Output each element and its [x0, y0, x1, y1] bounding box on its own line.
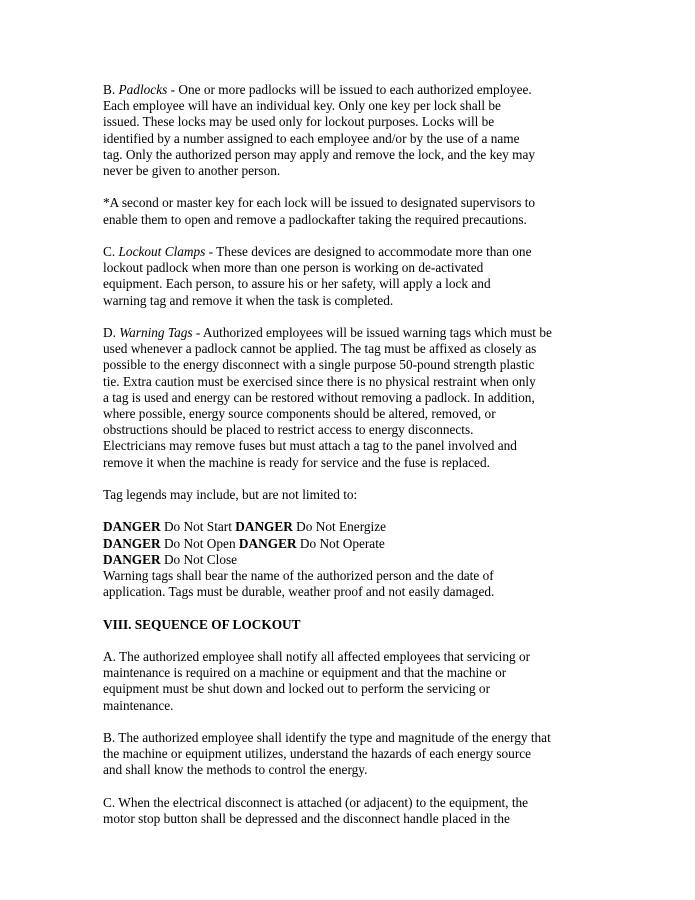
paragraph-gap	[103, 471, 573, 487]
seq-b-line-1: B. The authorized employee shall identify the type and magnitude of the energy that	[103, 730, 551, 745]
danger-label: DANGER	[103, 519, 161, 535]
sequence-a-paragraph	[103, 649, 573, 714]
paragraph-gap	[103, 228, 573, 244]
master-key-line-1: *A second or master key for each lock will be issued to designated supervisors to	[103, 195, 536, 211]
padlocks-prefix: B.	[103, 82, 119, 97]
danger-label: DANGER	[235, 519, 293, 535]
tags-line-1	[103, 325, 573, 341]
paragraph-gap	[103, 714, 573, 730]
clamps-line-2: lockout padlock when more than one person is working on de-activated	[103, 260, 484, 276]
sequence-b-paragraph	[103, 730, 573, 779]
padlocks-line-4: identified by a number assigned to each employee and/or by the use of a name	[103, 130, 520, 146]
clamps-term: Lockout Clamps	[118, 244, 206, 259]
seq-c-line-1: C. When the electrical disconnect is attached (or adjacent) to the equipment, the	[103, 794, 529, 810]
tags-line-5: a tag is used and energy can be restored without removing a padlock. In addition,	[103, 389, 535, 405]
danger-label: DANGER	[103, 551, 161, 567]
tags-line-2: used whenever a padlock cannot be applied. The tag must be affixed as closely as	[103, 341, 537, 357]
sequence-c-paragraph	[103, 795, 573, 827]
padlocks-paragraph	[103, 82, 573, 179]
legends-block	[103, 519, 573, 600]
danger-label: DANGER	[238, 535, 297, 551]
master-key-paragraph	[103, 195, 573, 227]
seq-a-line-4: maintenance.	[103, 697, 174, 713]
padlocks-line-5: tag. Only the authorized person may apply and remove the lock, and the key may	[103, 146, 536, 162]
tags-line-3: possible to the energy disconnect with a single purpose 50-pound strength plastic	[103, 357, 535, 373]
tags-line-4: tie. Extra caution must be exercised since there is no physical restraint when only	[103, 373, 536, 389]
tags-prefix: D.	[103, 325, 120, 340]
danger-label: DANGER	[103, 535, 161, 551]
tags-line-6: where possible, energy source components should be altered, removed, or	[103, 406, 496, 422]
tags-line-7: obstructions should be placed to restrict access to energy disconnects.	[103, 422, 474, 438]
legend-do-not-operate: Do Not Operate	[296, 535, 385, 551]
paragraph-gap	[103, 309, 573, 325]
tags-paragraph	[103, 325, 573, 471]
clamps-prefix: C.	[103, 244, 119, 259]
padlocks-line-3: issued. These locks may be used only for lockout purposes. Locks will be	[103, 114, 495, 130]
clamps-line-4: warning tag and remove it when the task is completed.	[103, 292, 394, 308]
legend-do-not-open: Do Not Open	[160, 535, 239, 551]
seq-b-line-3: and shall know the methods to control the energy.	[103, 762, 368, 778]
tags-text-1: - Authorized employees will be issued warning tags which must be	[192, 325, 552, 340]
section-heading: VIII. SEQUENCE OF LOCKOUT	[103, 616, 301, 632]
padlocks-line-6: never be given to another person.	[103, 163, 281, 179]
legend-do-not-close: Do Not Close	[160, 551, 238, 567]
paragraph-gap	[103, 600, 573, 616]
paragraph-gap	[103, 779, 573, 795]
legends-after-line-1: Warning tags shall bear the name of the authorized person and the date of	[103, 568, 494, 584]
seq-b-line-2: the machine or equipment utilizes, understand the hazards of each energy source	[103, 746, 532, 762]
clamps-line-3: equipment. Each person, to assure his or her safety, will apply a lock and	[103, 276, 491, 292]
padlocks-line-1	[103, 82, 573, 98]
legend-row-3	[103, 552, 573, 568]
padlocks-term: Padlocks	[118, 82, 168, 97]
tags-term: Warning Tags	[119, 325, 193, 340]
seq-c-line-2: motor stop button shall be depressed and the disconnect handle placed in the	[103, 811, 510, 826]
legends-intro: Tag legends may include, but are not limited to:	[103, 487, 358, 503]
master-key-line-2: enable them to open and remove a padlockafter taking the required precautions.	[103, 211, 527, 227]
padlocks-text-1: - One or more padlocks will be issued to each authorized employee.	[167, 82, 532, 97]
tags-line-8: Electricians may remove fuses but must attach a tag to the panel involved and	[103, 438, 517, 454]
paragraph-gap	[103, 503, 573, 519]
document-page	[103, 82, 573, 827]
clamps-text-1: - These devices are designed to accommodate more than one	[205, 244, 532, 259]
seq-a-line-3: equipment must be shut down and locked out to perform the servicing or	[103, 681, 491, 697]
paragraph-gap	[103, 633, 573, 649]
legend-do-not-start: Do Not Start	[160, 519, 236, 535]
paragraph-gap	[103, 179, 573, 195]
padlocks-line-2: Each employee will have an individual key. Only one key per lock shall be	[103, 98, 501, 114]
clamps-paragraph	[103, 244, 573, 309]
tags-line-9: remove it when the machine is ready for service and the fuse is replaced.	[103, 454, 490, 470]
seq-a-line-2: maintenance is required on a machine or equipment and that the machine or	[103, 665, 507, 681]
legend-do-not-energize: Do Not Energize	[292, 519, 387, 535]
seq-a-line-1: A. The authorized employee shall notify all affected employees that servicing or	[103, 649, 531, 664]
legends-after-line-2: application. Tags must be durable, weather proof and not easily damaged.	[103, 584, 495, 600]
legend-row-2	[103, 536, 573, 552]
clamps-line-1	[103, 244, 573, 260]
legend-row-1	[103, 519, 573, 535]
